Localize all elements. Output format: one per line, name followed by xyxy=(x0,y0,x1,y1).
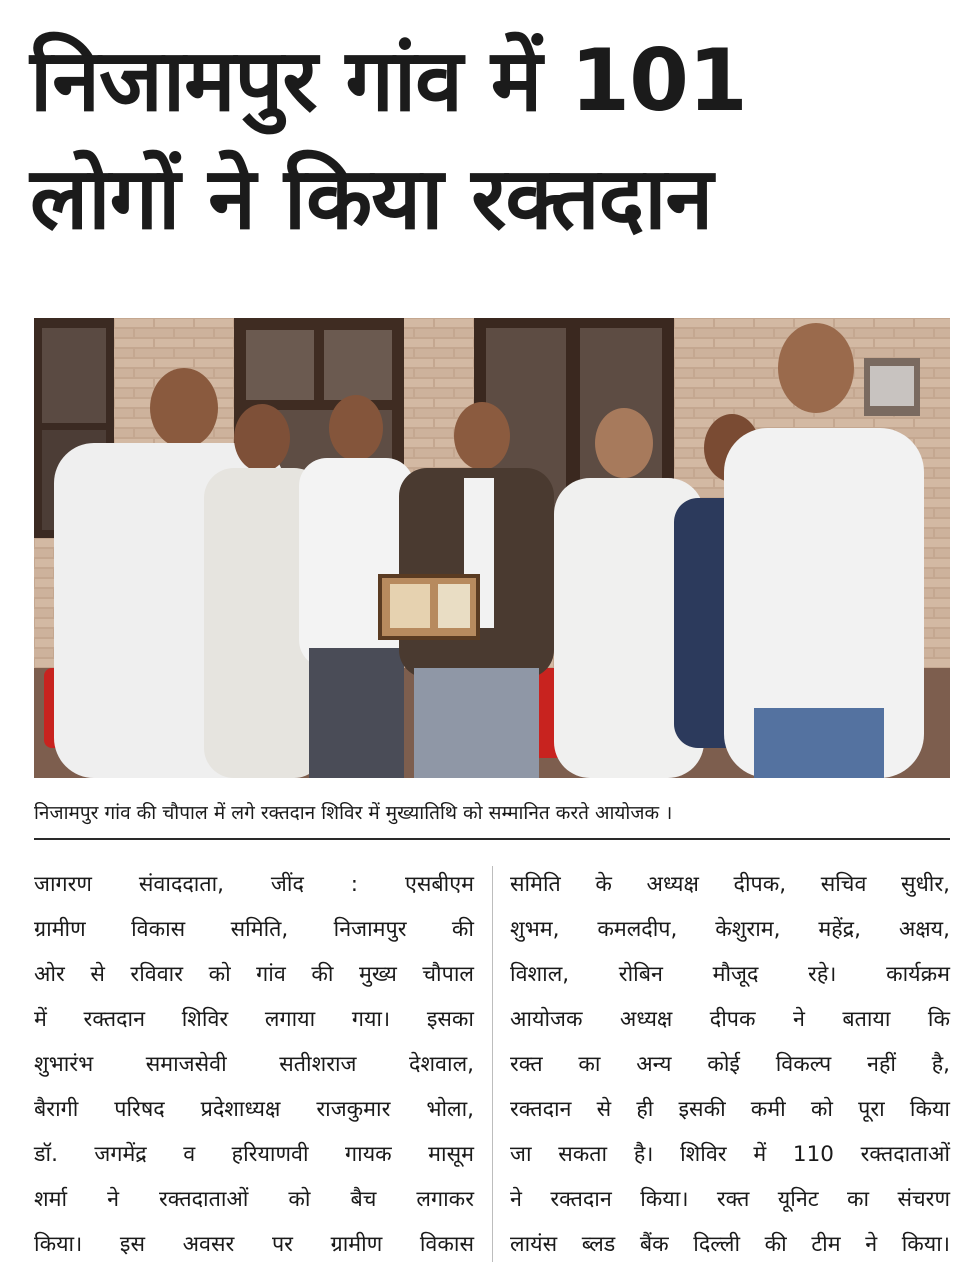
article-line: ग्रामीण विकास समिति, निजामपुर की xyxy=(34,917,474,942)
article-line: ने रक्तदान किया। रक्त यूनिट का संचरण xyxy=(510,1187,950,1212)
article-line: ओर से रविवार को गांव की मुख्य चौपाल xyxy=(34,962,474,987)
photo-caption: निजामपुर गांव की चौपाल में लगे रक्तदान शिविर में मुख्यातिथि को सम्मानित करते आयोजक । xyxy=(34,802,673,824)
photo-illustration xyxy=(34,318,950,778)
article-line: में रक्तदान शिविर लगाया गया। इसका xyxy=(34,1007,474,1032)
article-line: शुभम, कमलदीप, केशुराम, महेंद्र, अक्षय, xyxy=(510,917,950,942)
article-line: बैरागी परिषद प्रदेशाध्यक्ष राजकुमार भोला, xyxy=(34,1097,474,1122)
article-body xyxy=(34,862,950,1270)
article-line: शुभारंभ समाजसेवी सतीशराज देशवाल, xyxy=(34,1052,474,1077)
article-line: विशाल, रोबिन मौजूद रहे। कार्यक्रम xyxy=(510,962,950,987)
column-divider xyxy=(492,866,493,1262)
headline-line-2: लोगों ने किया रक्तदान xyxy=(30,149,713,249)
article-column-right xyxy=(510,862,950,1267)
article-line: रक्तदान से ही इसकी कमी को पूरा किया xyxy=(510,1097,950,1122)
caption-divider xyxy=(34,838,950,840)
article-line: शर्मा ने रक्तदाताओं को बैच लगाकर xyxy=(34,1187,474,1212)
article-line: किया। इस अवसर पर ग्रामीण विकास xyxy=(34,1232,474,1257)
article-line: डॉ. जगमेंद्र व हरियाणवी गायक मासूम xyxy=(34,1142,474,1167)
article-column-left xyxy=(34,862,474,1267)
headline xyxy=(30,22,930,258)
article-line: जा सकता है। शिविर में 110 रक्तदाताओं xyxy=(510,1142,950,1167)
article-line: रक्त का अन्य कोई विकल्प नहीं है, xyxy=(510,1052,950,1077)
article-line: आयोजक अध्यक्ष दीपक ने बताया कि xyxy=(510,1007,950,1032)
article-line: जागरण संवाददाता, जींद : एसबीएम xyxy=(34,872,474,897)
article-line: समिति के अध्यक्ष दीपक, सचिव सुधीर, xyxy=(510,872,950,897)
article-line: लायंस ब्लड बैंक दिल्ली की टीम ने किया। xyxy=(510,1232,950,1257)
headline-line-1: निजामपुर गांव में 101 xyxy=(30,31,747,131)
news-photo xyxy=(34,318,950,778)
